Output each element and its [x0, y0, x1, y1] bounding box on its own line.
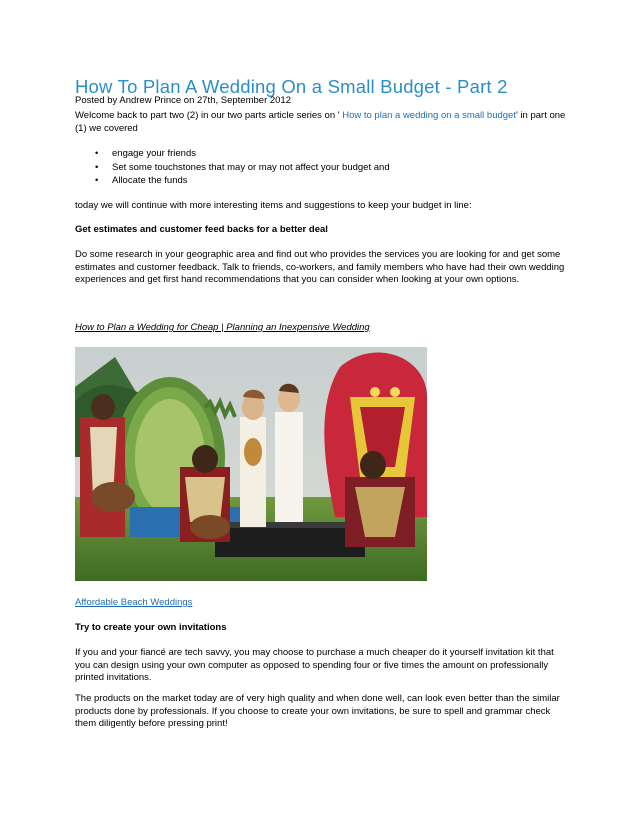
intro-paragraph	[75, 110, 570, 135]
byline: Posted by Andrew Prince on 27th, September 2012	[75, 95, 291, 106]
wedding-photo	[75, 347, 427, 581]
section-heading-estimates: Get estimates and customer feed backs for a better deal	[75, 224, 328, 235]
invitations-paragraph-2: The products on the market today are of very high quality and when done well, can look even better than the similar products done by professionals. If you choose to create your own invitations, be sure to spell and grammar check them diligently before pressing print!	[75, 693, 560, 729]
estimates-paragraph: Do some research in your geographic area and find out who provides the services you are looking for and get some estimates and customer feedback. Talk to friends, co-workers, and family members who have had their own wedding experiences and get first hand recommendations that you can consider when looking at your own options.	[75, 249, 565, 285]
continue-paragraph: today we will continue with more interesting items and suggestions to keep your budget in line:	[75, 200, 472, 211]
bullet-icon: •	[95, 161, 99, 173]
list-item: • engage your friends	[95, 148, 196, 159]
bullet-icon: •	[95, 175, 99, 186]
article-title: How To Plan A Wedding On a Small Budget - Part 2	[75, 76, 508, 97]
section-heading-invitations: Try to create your own invitations	[75, 622, 227, 633]
list-item: • Set some touchstones that may or may not affect your budget and	[95, 161, 390, 173]
beach-weddings-link[interactable]: Affordable Beach Weddings	[75, 597, 193, 608]
intro-article-link[interactable]: How to plan a wedding on a small budget	[342, 110, 516, 121]
intro-suffix: ' in part one (1) we covered	[75, 110, 566, 134]
list-item: • Allocate the funds	[95, 175, 188, 186]
video-link[interactable]: How to Plan a Wedding for Cheap | Planning an Inexpensive Wedding	[75, 322, 370, 333]
intro-prefix: Welcome back to part two (2) in our two parts article series on '	[75, 110, 343, 121]
bullet-icon: •	[95, 148, 99, 159]
invitations-paragraph-1: If you and your fiancé are tech savvy, you may choose to purchase a much cheaper do it yourself invitation kit that you can design using your own computer as opposed to spending four or five times the amount on professionally printed invitations.	[75, 647, 554, 683]
covered-topics-list	[75, 147, 390, 188]
